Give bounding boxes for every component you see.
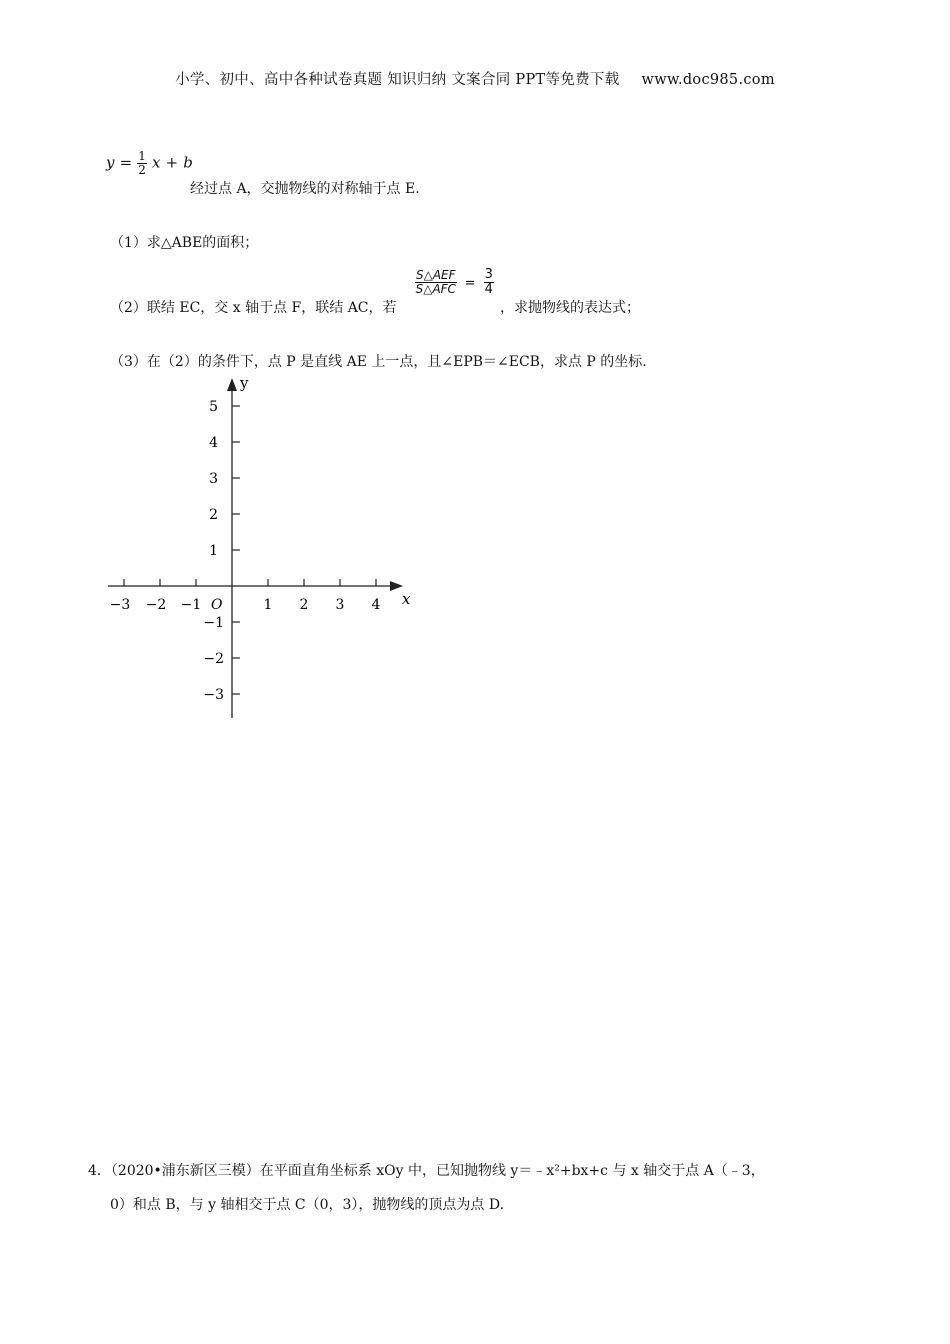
- page-header: [0, 68, 950, 89]
- x-tick-label: 4: [371, 597, 381, 613]
- x-tick-label: 2: [299, 597, 309, 613]
- header-url: www.doc985.com: [641, 72, 775, 88]
- ratio-denominator: S△AFC: [415, 281, 456, 296]
- eq-plus: +: [165, 153, 179, 172]
- ratio-value: [484, 268, 494, 296]
- area-ratio-fraction: [415, 268, 494, 296]
- x-tick-label: −2: [145, 597, 167, 613]
- eq-frac-num: 1: [138, 149, 146, 163]
- y-axis-label: y: [240, 374, 249, 392]
- problem-4-line-2: 0）和点 B，与 y 轴相交于点 C（0，3），抛物线的顶点为点 D.: [110, 1197, 505, 1213]
- line-equation: [106, 150, 193, 176]
- y-tick-label: 2: [209, 507, 218, 523]
- y-tick-label: 5: [209, 399, 218, 415]
- ratio-value-num: 3: [484, 267, 493, 282]
- eq-equals: =: [119, 153, 133, 172]
- x-tick-label: 3: [335, 597, 345, 613]
- x-tick-label: −1: [180, 597, 202, 613]
- question-2-prefix: （2）联结 EC，交 x 轴于点 F，联结 AC，若: [110, 300, 397, 316]
- line-description: 经过点 A，交抛物线的对称轴于点 E.: [190, 181, 420, 197]
- x-tick-label: 1: [263, 597, 273, 613]
- ratio-numerator: S△AEF: [416, 268, 456, 283]
- y-tick-label: −3: [203, 687, 224, 703]
- eq-x: x: [151, 153, 161, 172]
- coordinate-plane: [100, 372, 420, 722]
- y-tick-label: 4: [209, 435, 218, 451]
- eq-y: y: [106, 153, 115, 172]
- ratio-equals: =: [464, 275, 476, 291]
- origin-label: O: [211, 597, 223, 613]
- ratio-value-den: 4: [484, 281, 493, 297]
- x-axis-label: x: [402, 590, 411, 608]
- header-text: 小学、初中、高中各种试卷真题 知识归纳 文案合同 PPT等免费下载: [175, 72, 620, 88]
- eq-fraction: [137, 150, 147, 176]
- x-tick-label: −3: [109, 597, 131, 613]
- y-tick-label: −2: [203, 651, 224, 667]
- eq-frac-den: 2: [138, 162, 146, 177]
- eq-b: b: [183, 153, 193, 172]
- y-tick-label: 3: [209, 471, 218, 487]
- problem-4-line-1: 4．（2020•浦东新区三模）在平面直角坐标系 xOy 中，已知抛物线 y＝﹣x²+bx+c 与 x 轴交于点 A（﹣3，: [88, 1163, 765, 1179]
- y-tick-label: −1: [203, 615, 224, 631]
- question-2-suffix: ，求抛物线的表达式；: [500, 300, 640, 316]
- y-axis-arrow-icon: [227, 378, 237, 391]
- question-1: （1）求△ABE的面积；: [110, 235, 259, 251]
- question-3: （3）在（2）的条件下，点 P 是直线 AE 上一点，且∠EPB＝∠ECB，求点 P 的坐标.: [110, 354, 647, 370]
- y-tick-label: 1: [209, 543, 218, 559]
- ratio-fraction: [415, 269, 457, 295]
